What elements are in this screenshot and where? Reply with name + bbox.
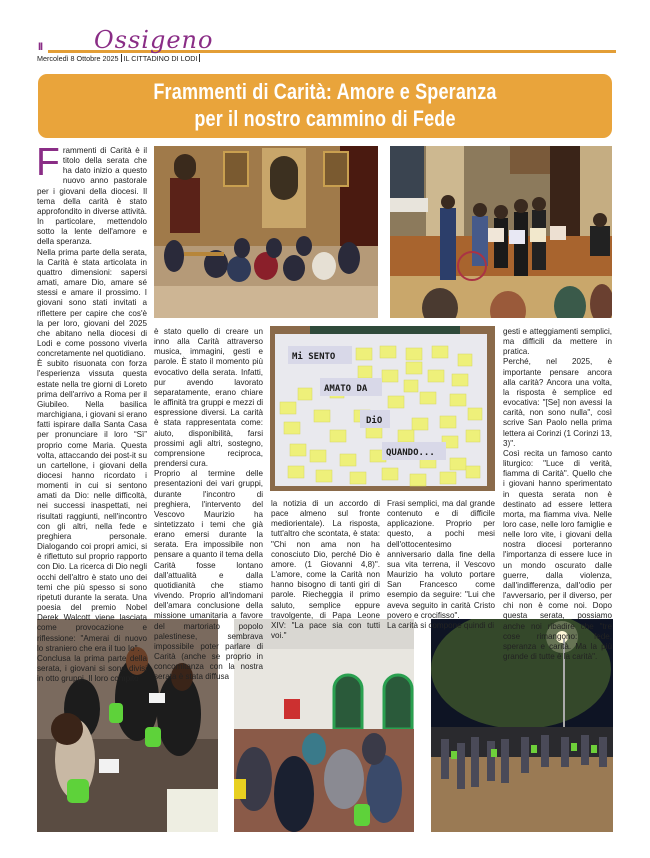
issue-date: Mercoledì 8 Ottobre 2025 (37, 54, 119, 63)
dateline (37, 54, 202, 63)
photo-church-presentation (390, 146, 612, 318)
section-brand: Ossigeno (94, 26, 214, 54)
article-column-3 (271, 499, 380, 641)
paragraph: Così recita un famoso canto liturgico: "Luce di verità, fiamma di Carità". Quello che i giovani hanno sperimentato in questa serata non è destinato ad essere lettera morta, ma fiamma viva. Nelle loro case, nelle loro famiglie e nelle loro vite, i giovani della nostra diocesi porteranno l'importanza di essere luce in un mondo oscurato dalle guerre, dalla violenza, dall'indifferenza, dall'odio per l'avversario, per il diverso, per chi non è come noi. Dopo questa serata, possiamo anche noi ribadire che "tre cose rimangono: fede, speranza e carità. Ma la più grande di tutte è la carità". (503, 448, 612, 661)
title-line-1: Frammenti di Carità: Amore e Speranza (153, 79, 497, 104)
poster-text-line-4: QUANDO... (386, 448, 435, 458)
divider (121, 54, 122, 62)
paragraph: Nella prima parte della serata, la Carità è stata articolata in quattro dimensioni: sapersi amati, amare Dio, amare sé stessi e amare il prossimo. I giovani sono stati invitati a riflettere per capire che cos'è la per loro, giovani del 2025 che abitano nella diocesi di Lodi e come possono viverla concretamente nel quotidiano. (37, 247, 147, 359)
publication-name: IL CITTADINO DI LODI (123, 54, 198, 63)
paragraph: gesti e atteggiamenti semplici, ma difficili da mettere in pratica. (503, 327, 612, 357)
page-number: II (38, 41, 43, 53)
poster-text-line-2: AMATO DA (324, 384, 368, 394)
article-column-1 (36, 141, 147, 684)
paragraph: la notizia di un accordo di pace almeno sul fronte mediorientale). La risposta, tutt'altro che scontata, è stata: "Chi non ama non ha conosciuto Dio, perché Dio è amore. (1 Giovanni 4,8)". L'amore, come la Carità non hanno bisogno di tanti giri di parole. Riecheggia il primo saluto, semplice eppure travolgente, di Papa Leone XIV: "La pace sia con tutti voi." (271, 499, 380, 641)
paragraph-text: rammenti di Carità è il titolo della serata che ha dato inizio a questo nuovo anno pastorale per i giovani della diocesi. Il tema della carità è stato approfondito in diverse attività. In particolare, mettendolo sotto la lente dell'amore e della speranza. (37, 146, 147, 247)
drop-cap: F (36, 141, 60, 184)
paragraph: Frasi semplici, ma dal grande contenuto e di difficile applicazione. Proprio per questo, a pochi mesi dell'ottocentesimo anniversario dalla fine della sua vita terrena, il Vescovo Maurizio ha voluto portare San Francesco come esempio da seguire: "Lui che aveva seguito in carità Cristo povero e crocifisso". (387, 499, 495, 620)
paragraph: Perché, nel 2025, è importante pensare ancora alla carità? Ancora una volta, la risposta è semplice ed evocativa: "[Se] non avessi la carità, non sono nulla", così scrive San Paolo nella prima lettera ai Corinzi (1 Corinzi 13, 3)". (503, 357, 612, 448)
paragraph: È subito risuonata con forza l'esperienza vissuta questa estate nella tre giorni di Loreto prima dell'arrivo a Roma per il Giubileo. Nella basilica marchigiana, i giovani si erano fatti ispirare dalla Santa Casa per pronunciare il loro “Sì” proprio come Maria. Questa volta, attaccando dei post-it su un cartellone, i giovani della diocesi hanno ricordato i momenti in cui si sentono amati da Dio: nelle difficoltà, nei successi inaspettati, nei risultati raggiunti, nell'incontro con gli altri, nella fede e preghiera personale. Dialogando coi propri amici, si è riflettuto sul proprio rapporto con Dio. La ricerca di Dio negli occhi dell'altro è stato uno dei temi che più spesso si sono ripetuti durante la serata. Una poesia del premio Nobel Derek Walcott viene lasciata come provocazione e riflessione: "Amerai di nuovo lo straniero che era il tuo Io". (37, 359, 147, 653)
article-title (90, 78, 561, 132)
poster-text-line-3: DiO (366, 416, 383, 426)
title-banner (38, 74, 612, 138)
paragraph (36, 141, 147, 248)
divider (199, 54, 200, 62)
paragraph: Conclusa la prima parte della serata, i giovani si sono divisi in otto gruppi. Il loro compito (37, 653, 147, 684)
paragraph: è stato quello di creare un inno alla Carità attraverso musica, immagini, gesti e parole. È stato il momento più evocativo della serata. Infatti, pur avendo lavorato separatamente, erano chiare le affinità tra gruppi e mezzi di espressione diversi. La carità è stata rappresentata come: aiuto, disponibilità, farsi prossimi agli altri, sostegno, comprensione reciproca, prendersi cura. (154, 327, 263, 469)
paragraph: Proprio al termine delle presentazioni dei vari gruppi, durante l'incontro di preghiera, l'intervento del Vescovo Maurizio ha sintetizzato i temi che già erano emersi durante la serata. Era impossibile non pensare a quanto il tema della Carità fosse lontano dall'attualità e dalla quotidianità che stiamo vivendo. Proprio all'indomani dell'amara conclusione della missione umanitaria a favore del martoriato popolo palestinese, sembrava impossibile poter parlare di Carità (anche se proprio in concomitanza con la nostra serata è stata diffusa (154, 469, 263, 682)
article-column-2 (154, 327, 263, 682)
article-column-4 (387, 499, 495, 631)
photo-postit-poster (270, 326, 495, 491)
photo-church-group-circle (154, 146, 378, 318)
poster-text-line-1: Mi SENTO (292, 352, 336, 362)
title-line-2: per il nostro cammino di Fede (194, 106, 456, 131)
paragraph: La carità si compone quindi di (387, 620, 495, 630)
article-column-5 (503, 327, 612, 662)
